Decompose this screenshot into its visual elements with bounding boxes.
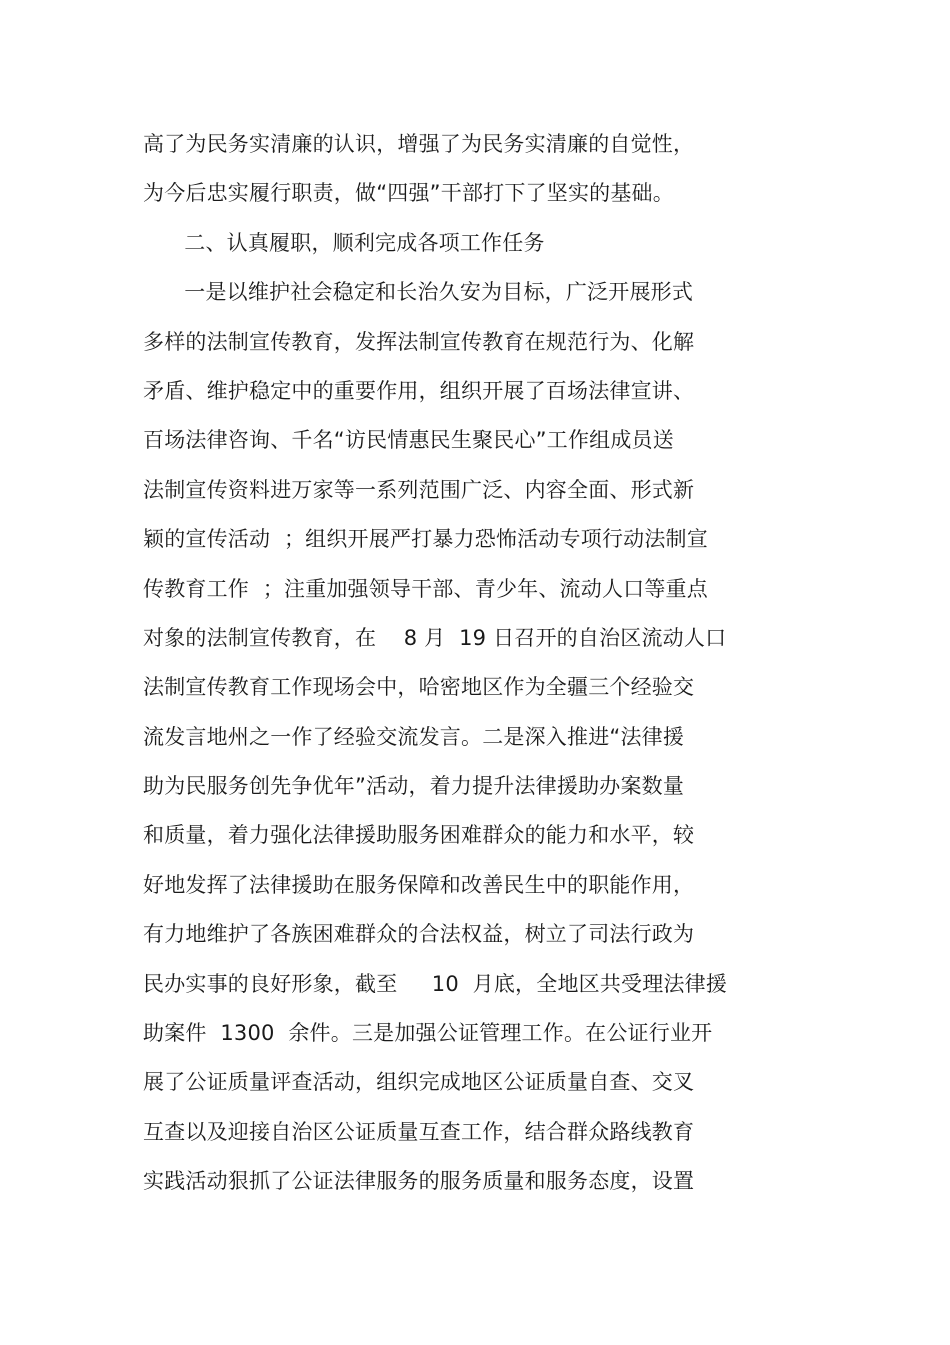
text-line: 法制宣传教育工作现场会中，哈密地区作为全疆三个经验交 [143, 675, 695, 700]
text-line: 和质量，着力强化法律援助服务困难群众的能力和水平，较 [143, 823, 695, 848]
text-line: 多样的法制宣传教育，发挥法制宣传教育在规范行为、化解 [143, 329, 695, 354]
section-heading: 二、认真履职，顺利完成各项工作任务 [143, 230, 545, 255]
text-line: 好地发挥了法律援助在服务保障和改善民生中的职能作用， [143, 872, 695, 897]
text-line: 一是以维护社会稳定和长治久安为目标，广泛开展形式 [143, 280, 694, 305]
text-line: 颖的宣传活动 ；组织开展严打暴力恐怖活动专项行动法制宣 [143, 527, 708, 552]
text-line: 传教育工作 ；注重加强领导干部、青少年、流动人口等重点 [143, 576, 708, 601]
text-line: 有力地维护了各族困难群众的合法权益，树立了司法行政为 [143, 922, 695, 947]
text-line: 百场法律咨询、千名“访民情惠民生聚民心”工作组成员送 [143, 428, 674, 453]
text-line: 流发言地州之一作了经验交流发言。二是深入推进“法律援 [143, 724, 685, 749]
text-line: 互查以及迎接自治区公证质量互查工作，结合群众路线教育 [143, 1119, 695, 1144]
text-line: 法制宣传资料进万家等一系列范围广泛、内容全面、形式新 [143, 477, 695, 502]
text-line: 助为民服务创先争优年”活动，着力提升法律援助办案数量 [143, 774, 685, 799]
text-line: 实践活动狠抓了公证法律服务的服务质量和服务态度，设置 [143, 1169, 695, 1194]
text-line: 矛盾、维护稳定中的重要作用，组织开展了百场法律宣讲、 [143, 378, 695, 403]
text-line: 民办实事的良好形象，截至 10 月底，全地区共受理法律援 [143, 971, 728, 996]
text-line: 助案件 1300 余件。三是加强公证管理工作。在公证行业开 [143, 1021, 713, 1046]
body-text [143, 120, 803, 1207]
text-line: 对象的法制宣传教育，在 8 月 19 日召开的自治区流动人口 [143, 625, 727, 650]
text-line: 展了公证质量评查活动，组织完成地区公证质量自查、交叉 [143, 1070, 695, 1095]
text-line: 高了为民务实清廉的认识，增强了为民务实清廉的自觉性， [143, 132, 695, 156]
text-line: 为今后忠实履行职责，做“四强”干部打下了坚实的基础。 [143, 181, 674, 206]
